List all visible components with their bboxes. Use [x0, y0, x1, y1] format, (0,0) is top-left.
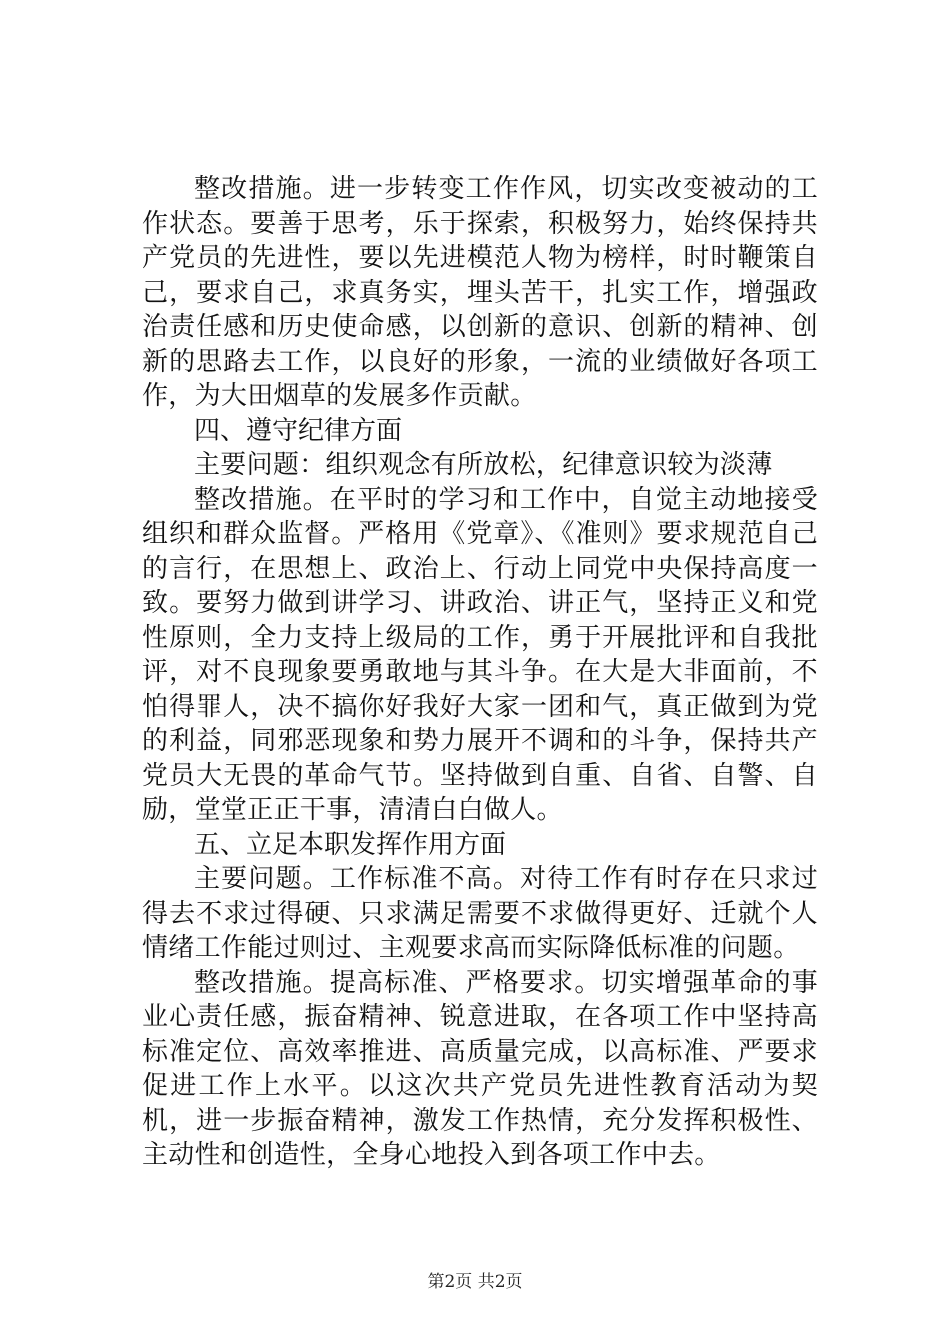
page-number-footer: 第2页 共2页: [427, 1272, 523, 1292]
paragraph-rectification-role: 整改措施。提高标准、严格要求。切实增强革命的事业心责任感，振奋精神、锐意进取，在各项工作中坚持高标准定位、高效率推进、高质量完成，以高标准、严要求促进工作上水平。以这次共产党员先进性教育活动为契机，进一步振奋精神，激发工作热情，充分发挥积极性、主动性和创造性，全身心地投入到各项工作中去。: [142, 967, 818, 1170]
paragraph-rectification-discipline: 整改措施。在平时的学习和工作中，自觉主动地接受组织和群众监督。严格用《党章》、《准则》要求规范自己的言行，在思想上、政治上、行动上同党中央保持高度一致。要努力做到讲学习、讲政治、讲正气，坚持正义和党性原则，全力支持上级局的工作，勇于开展批评和自我批评，对不良现象要勇敢地与其斗争。在大是大非面前，不怕得罪人，决不搞你好我好大家一团和气，真正做到为党的利益，同邪恶现象和势力展开不调和的斗争，保持共产党员大无畏的革命气节。坚持做到自重、自省、自警、自励，堂堂正正干事，清清白白做人。: [142, 484, 818, 825]
paragraph-main-problem-discipline: 主要问题：组织观念有所放松，纪律意识较为淡薄: [194, 450, 773, 480]
paragraph-main-problem-role: 主要问题。工作标准不高。对待工作有时存在只求过得去不求过得硬、只求满足需要不求做得更好、迁就个人情绪工作能过则过、主观要求高而实际降低标准的问题。: [142, 864, 818, 963]
document-body: [142, 172, 818, 1173]
section-heading-discipline: 四、遵守纪律方面: [194, 415, 403, 446]
section-heading-role: 五、立足本职发挥作用方面: [194, 829, 507, 860]
paragraph-rectification-1: 整改措施。进一步转变工作作风，切实改变被动的工作状态。要善于思考，乐于探索，积极努力，始终保持共产党员的先进性，要以先进模范人物为榜样，时时鞭策自己，要求自己，求真务实，埋头苦干，扎实工作，增强政治责任感和历史使命感，以创新的意识、创新的精神、创新的思路去工作，以良好的形象，一流的业绩做好各项工作，为大田烟草的发展多作贡献。: [142, 174, 818, 411]
